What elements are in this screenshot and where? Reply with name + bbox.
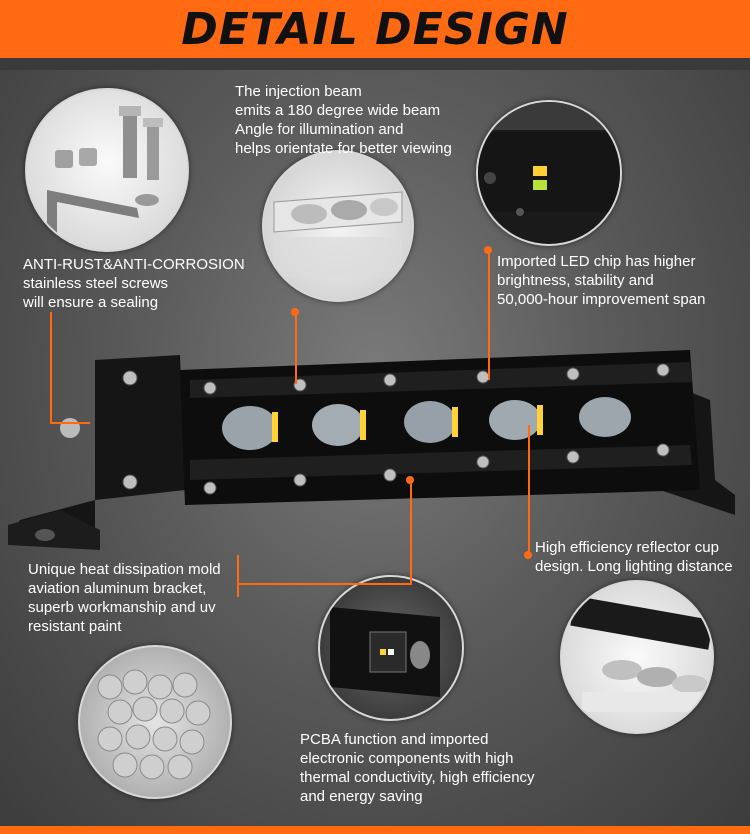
aluminum-rods-photo [78,645,232,799]
beam-caption-line: The injection beam [235,83,362,100]
beam-caption-line: Angle for illumination and [235,121,404,138]
footer-band [0,826,750,834]
header-shadow-band [0,58,750,70]
pcba-caption-line: and energy saving [300,788,423,805]
reflector-illustration [562,582,712,732]
rods-illustration [80,647,230,797]
beam-callout-dot [291,308,299,316]
beam-photo [262,150,414,302]
pcba-illustration [320,577,462,719]
pcba-photo [318,575,464,721]
heat-callout-line-2 [410,480,412,585]
beam-caption-line: helps orientate for better viewing [235,140,452,157]
screws-callout-line [50,312,52,424]
heat-callout-dot [406,476,414,484]
reflector-caption [535,538,733,576]
heat-callout-line [237,555,239,597]
beam-caption-line: emits a 180 degree wide beam [235,102,441,119]
heat-caption-line: aviation aluminum bracket, [28,580,207,597]
led-chip-photo [476,100,622,246]
heat-caption-line: superb workmanship and uv [28,599,216,616]
pcba-caption [300,730,535,806]
heat-caption-line: Unique heat dissipation mold [28,561,221,578]
beam-callout-line [295,312,297,384]
chip-illustration [478,102,620,244]
reflector-photo [560,580,714,734]
page-title: DETAIL DESIGN [175,0,575,60]
pcba-caption-line: electronic components with high [300,750,514,767]
screws-photo [25,88,189,252]
lens-illustration [264,152,412,300]
screws-callout-hline [50,422,90,424]
screws-illustration [27,90,187,250]
reflector-callout-dot [524,551,532,559]
screws-caption-line: will ensure a sealing [23,294,159,311]
chip-caption-line: Imported LED chip has higher [497,253,696,270]
chip-caption [497,252,705,309]
chip-caption-line: brightness, stability and [497,272,654,289]
pcba-caption-line: PCBA function and imported [300,731,489,748]
beam-caption [235,82,452,158]
chip-callout-dot [484,246,492,254]
heat-callout-hline [237,583,412,585]
screws-caption [23,255,245,312]
reflector-caption-line: design. Long lighting distance [535,558,733,575]
pcba-caption-line: thermal conductivity, high efficiency [300,769,535,786]
screws-caption-line: stainless steel screws [23,275,169,292]
led-light-bar [0,340,750,560]
chip-callout-line [488,250,490,380]
reflector-callout-line [528,425,530,555]
screws-caption-line: ANTI-RUST&ANTI-CORROSION [23,256,245,273]
heat-caption [28,560,221,636]
reflector-caption-line: High efficiency reflector cup [535,539,719,556]
heat-caption-line: resistant paint [28,618,122,635]
chip-caption-line: 50,000-hour improvement span [497,291,706,308]
